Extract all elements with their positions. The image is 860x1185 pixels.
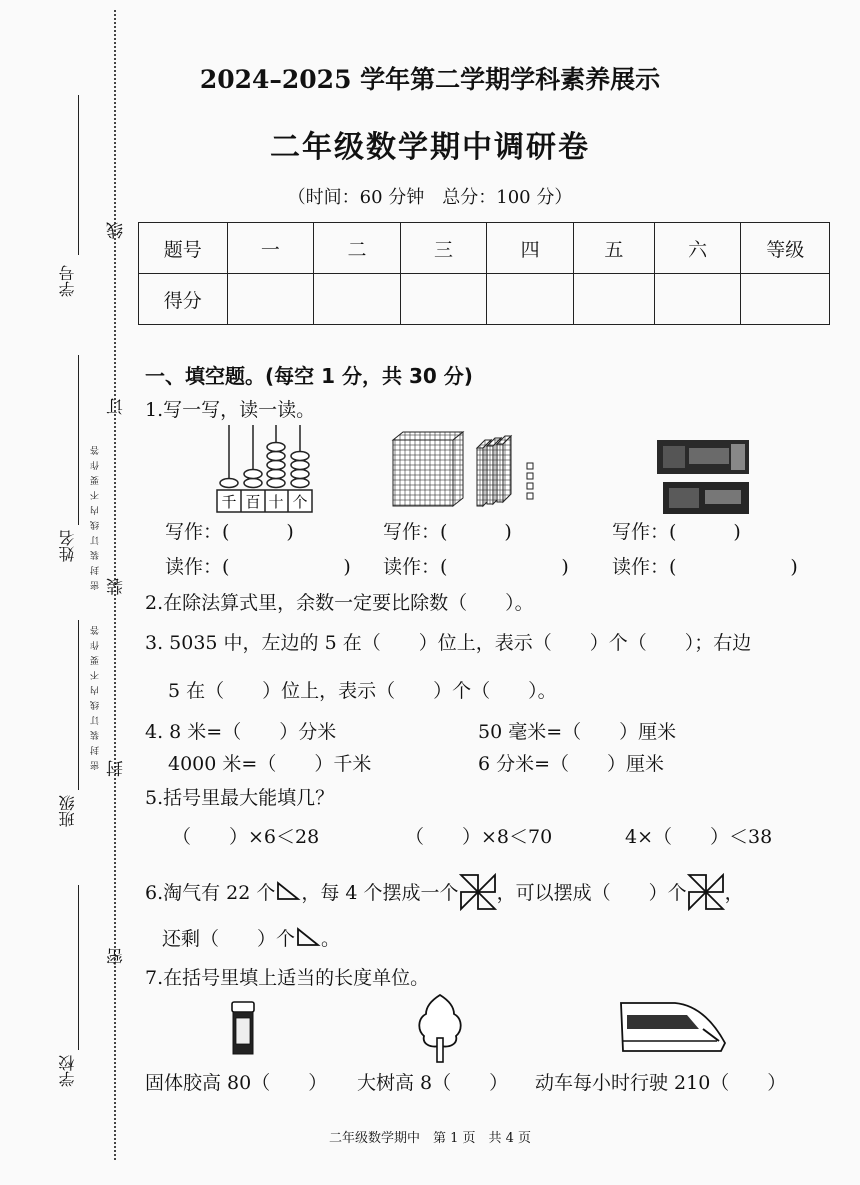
q7-text: 7.在括号里填上适当的长度单位。 xyxy=(145,967,430,989)
exam-title-line1: 2024–2025 学年第二学期学科素养展示 xyxy=(199,65,661,94)
abacus-illustration xyxy=(212,420,317,515)
binding-mark-xian: 线 xyxy=(107,222,127,239)
name-label: 姓名 xyxy=(58,530,77,562)
q6-line2 xyxy=(162,924,340,951)
school-label: 学校 xyxy=(58,1055,77,1087)
q1a-write[interactable]: 写作：( ) xyxy=(165,521,294,543)
score-cell-header: 一 xyxy=(227,223,314,274)
q5-item-3: 4×（ ）＜38 xyxy=(625,826,773,848)
score-cell-header: 五 xyxy=(573,223,654,274)
student-id-label: 学号 xyxy=(58,265,77,297)
q6-line1 xyxy=(145,873,744,911)
abacus-label-thousands: 千 xyxy=(221,493,237,511)
score-table xyxy=(138,222,830,325)
q6-text-a: 6.淘气有 22 个 xyxy=(145,882,276,904)
name-underline xyxy=(78,355,79,525)
score-input-cell[interactable] xyxy=(487,274,574,325)
q7-item-tree: 大树高 8（ ） xyxy=(357,1072,509,1094)
abacus-label-hundreds: 百 xyxy=(245,493,261,511)
exam-title-line2: 二年级数学期中调研卷 xyxy=(270,130,590,165)
score-input-cell[interactable] xyxy=(741,274,830,325)
score-input-cell[interactable] xyxy=(573,274,654,325)
q1c-read[interactable]: 读作：( ) xyxy=(612,556,798,578)
glue-stick-illustration xyxy=(228,1000,258,1058)
base-ten-blocks-illustration xyxy=(385,430,545,520)
q4-item-3: 4000 米=（ ）千米 xyxy=(168,753,372,775)
pinwheel-icon xyxy=(687,873,725,911)
exam-subtitle: （时间：60 分钟 总分：100 分） xyxy=(287,187,573,208)
q1b-read[interactable]: 读作：( ) xyxy=(383,556,569,578)
score-table-header-row xyxy=(139,223,830,274)
abacus-label-tens: 十 xyxy=(268,493,284,511)
score-cell-header: 三 xyxy=(400,223,487,274)
class-label: 班级 xyxy=(58,795,77,827)
score-input-cell[interactable] xyxy=(654,274,741,325)
score-cell-header: 题号 xyxy=(139,223,228,274)
score-input-cell[interactable] xyxy=(400,274,487,325)
score-cell-header: 等级 xyxy=(741,223,830,274)
binding-mark-zhuang: 装 xyxy=(107,578,127,595)
school-underline xyxy=(78,885,79,1050)
q3-line1: 3. 5035 中，左边的 5 在（ ）位上，表示（ ）个（ ）；右边 xyxy=(145,632,752,654)
binding-mark-ding: 订 xyxy=(107,398,127,415)
score-cell-header: 六 xyxy=(654,223,741,274)
triangle-icon xyxy=(295,926,321,948)
score-input-cell[interactable] xyxy=(314,274,401,325)
binding-mark-feng: 封 xyxy=(107,760,127,777)
student-id-underline xyxy=(78,95,79,255)
binding-mark-mi: 密 xyxy=(107,948,127,965)
q5-item-1: （ ）×6＜28 xyxy=(172,826,320,848)
q6-text-d: ， xyxy=(724,882,744,904)
q1-text: 1.写一写，读一读。 xyxy=(145,399,316,421)
q7-item-glue: 固体胶高 80（ ） xyxy=(145,1072,328,1094)
q1c-write[interactable]: 写作：( ) xyxy=(612,521,741,543)
q2-text: 2.在除法算式里，余数一定要比除数（ ）。 xyxy=(145,592,534,614)
binding-notice: 密封装订线内不要作答 xyxy=(91,440,101,590)
triangle-icon xyxy=(275,880,301,902)
q4-item-1: 4. 8 米=（ ）分米 xyxy=(145,721,337,743)
tree-illustration xyxy=(412,992,468,1064)
q6-text-f: 。 xyxy=(321,928,341,950)
pinwheel-icon xyxy=(459,873,497,911)
class-underline xyxy=(78,620,79,790)
page-footer: 二年级数学期中 第 1 页 共 4 页 xyxy=(328,1131,532,1146)
q1b-write[interactable]: 写作：( ) xyxy=(383,521,512,543)
score-input-cell[interactable] xyxy=(227,274,314,325)
binding-notice-2: 密封装订线内不要作答 xyxy=(91,620,101,770)
section1-heading: 一、填空题。(每空 1 分，共 30 分) xyxy=(145,364,473,388)
q1a-read[interactable]: 读作：( ) xyxy=(165,556,351,578)
q6-text-c: ，可以摆成（ ）个 xyxy=(496,882,687,904)
q5-text: 5.括号里最大能填几？ xyxy=(145,787,335,809)
score-table-score-row xyxy=(139,274,830,325)
q4-item-2: 50 毫米=（ ）厘米 xyxy=(478,721,677,743)
q7-item-train: 动车每小时行驶 210（ ） xyxy=(535,1072,787,1094)
bullet-train-illustration xyxy=(617,995,729,1057)
q6-text-b: ，每 4 个摆成一个 xyxy=(301,882,459,904)
score-cell-header: 二 xyxy=(314,223,401,274)
q3-line2: 5 在（ ）位上，表示（ ）个（ ）。 xyxy=(168,680,557,702)
banknotes-illustration xyxy=(655,438,755,518)
q5-item-2: （ ）×8＜70 xyxy=(405,826,553,848)
q4-item-4: 6 分米=（ ）厘米 xyxy=(478,753,665,775)
score-row-label: 得分 xyxy=(139,274,228,325)
q6-text-e: 还剩（ ）个 xyxy=(162,928,296,950)
score-cell-header: 四 xyxy=(487,223,574,274)
abacus-label-ones: 个 xyxy=(292,493,308,511)
